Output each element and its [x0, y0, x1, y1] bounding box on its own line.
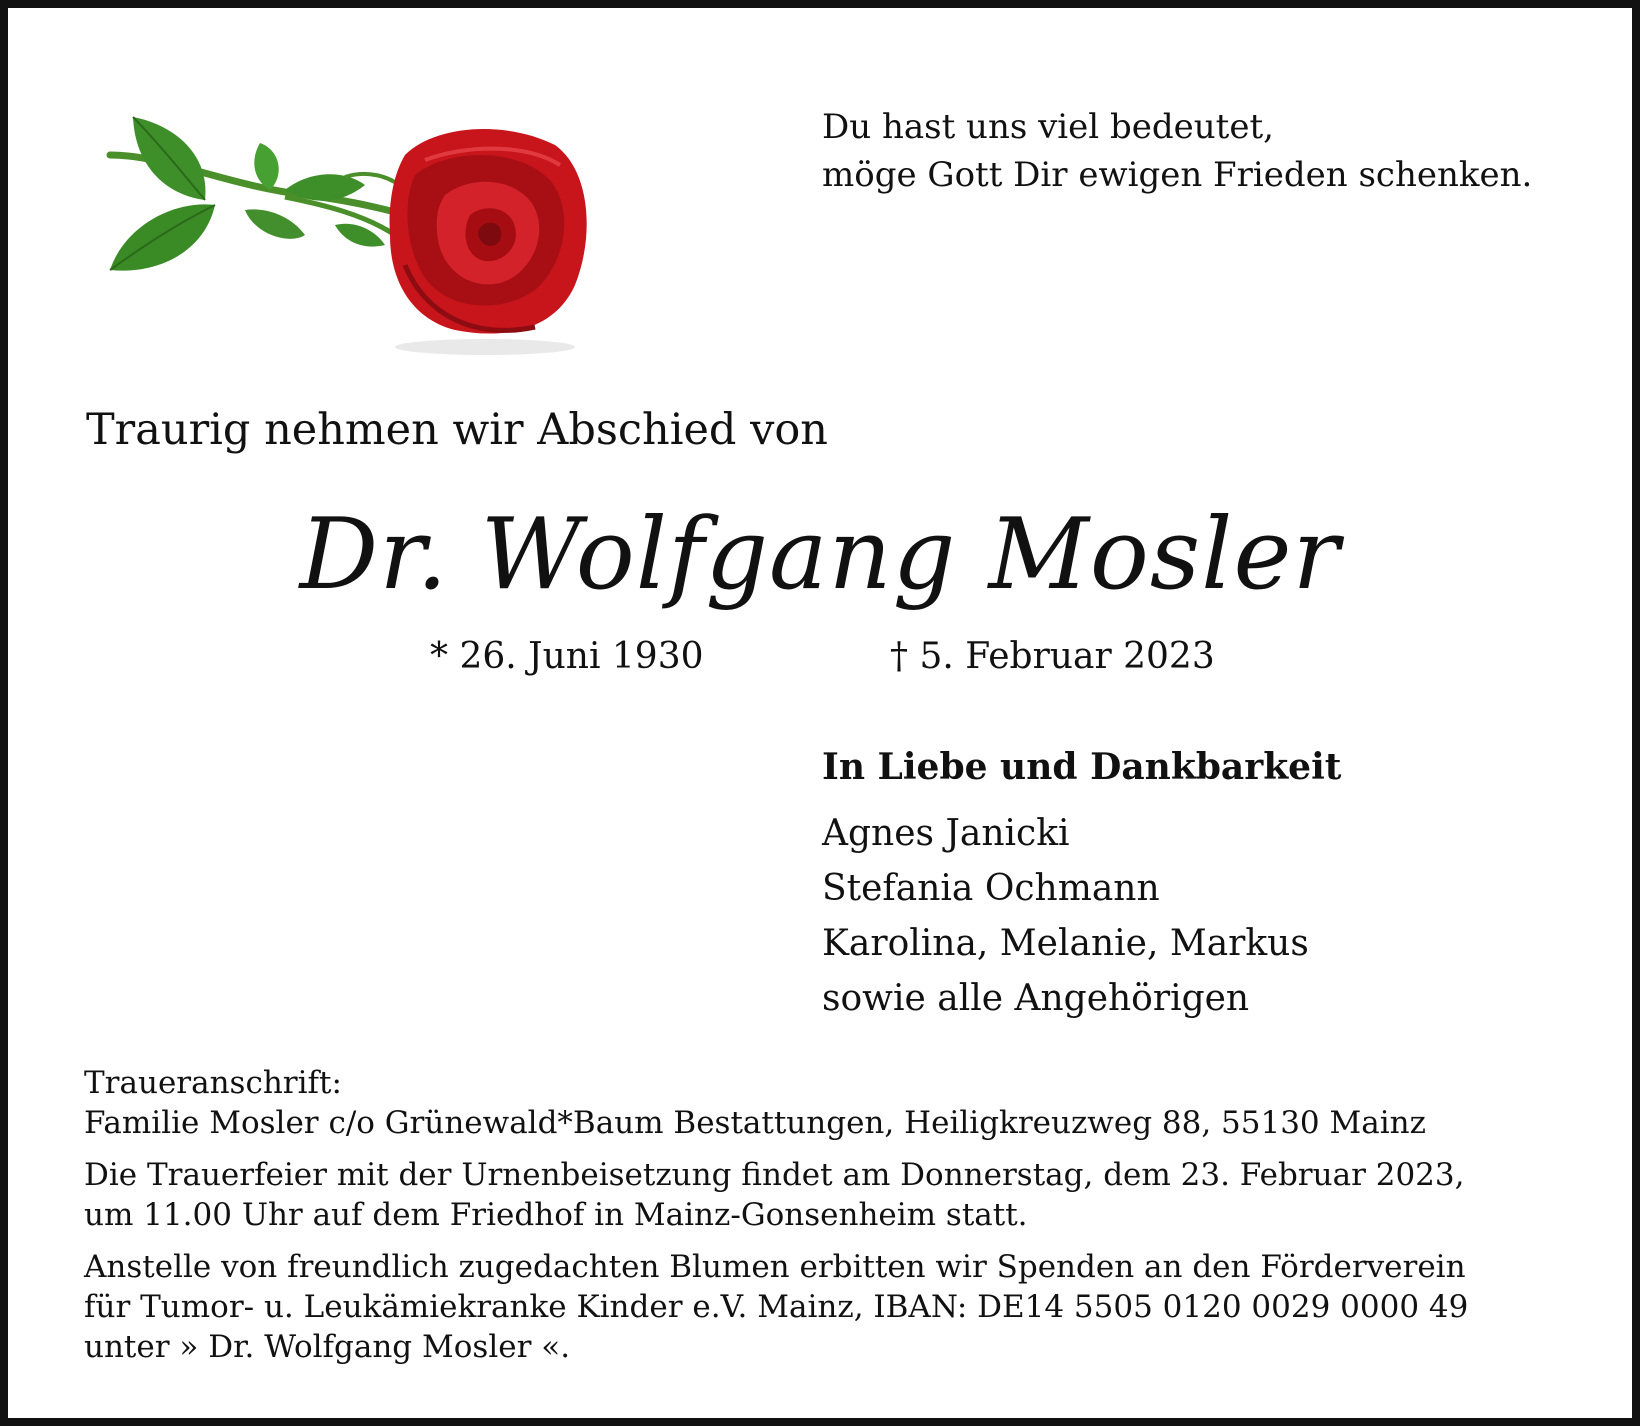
intro-text: Traurig nehmen wir Abschied von: [86, 405, 828, 455]
death-date: † 5. Februar 2023: [890, 636, 1215, 677]
address-block: [84, 1063, 1584, 1143]
address-label: Traueranschrift:: [84, 1065, 342, 1101]
mourner-item: Agnes Janicki: [822, 813, 1070, 854]
mourner-item: Karolina, Melanie, Markus: [822, 923, 1309, 964]
deceased-name: Dr. Wolfgang Mosler: [299, 498, 1341, 612]
rose-icon: [105, 115, 625, 360]
verse-line-1: Du hast uns viel bedeutet,: [822, 107, 1274, 147]
donation-block: [84, 1247, 1584, 1367]
verse: [822, 103, 1582, 199]
thanks-heading: In Liebe und Dankbarkeit: [822, 746, 1342, 788]
address-line: Familie Mosler c/o Grünewald*Baum Bestattungen, Heiligkreuzweg 88, 55130 Mainz: [84, 1105, 1426, 1141]
donation-line-3: unter » Dr. Wolfgang Mosler «.: [84, 1329, 571, 1365]
notes-section: [84, 1063, 1584, 1379]
verse-line-2: möge Gott Dir ewigen Frieden schenken.: [822, 155, 1533, 195]
donation-line-1: Anstelle von freundlich zugedachten Blumen erbitten wir Spenden an den Förderverein: [84, 1249, 1466, 1285]
ceremony-line-2: um 11.00 Uhr auf dem Friedhof in Mainz-Gonsenheim statt.: [84, 1197, 1028, 1233]
birth-date: * 26. Juni 1930: [430, 636, 704, 677]
ceremony-block: [84, 1155, 1584, 1235]
donation-line-2: für Tumor- u. Leukämiekranke Kinder e.V. Mainz, IBAN: DE14 5505 0120 0029 0000 49: [84, 1289, 1469, 1325]
mourners-list: [822, 806, 1309, 1026]
mourner-item: sowie alle Angehörigen: [822, 978, 1250, 1019]
mourner-item: Stefania Ochmann: [822, 868, 1160, 909]
ceremony-line-1: Die Trauerfeier mit der Urnenbeisetzung findet am Donnerstag, dem 23. Februar 2023,: [84, 1157, 1465, 1193]
